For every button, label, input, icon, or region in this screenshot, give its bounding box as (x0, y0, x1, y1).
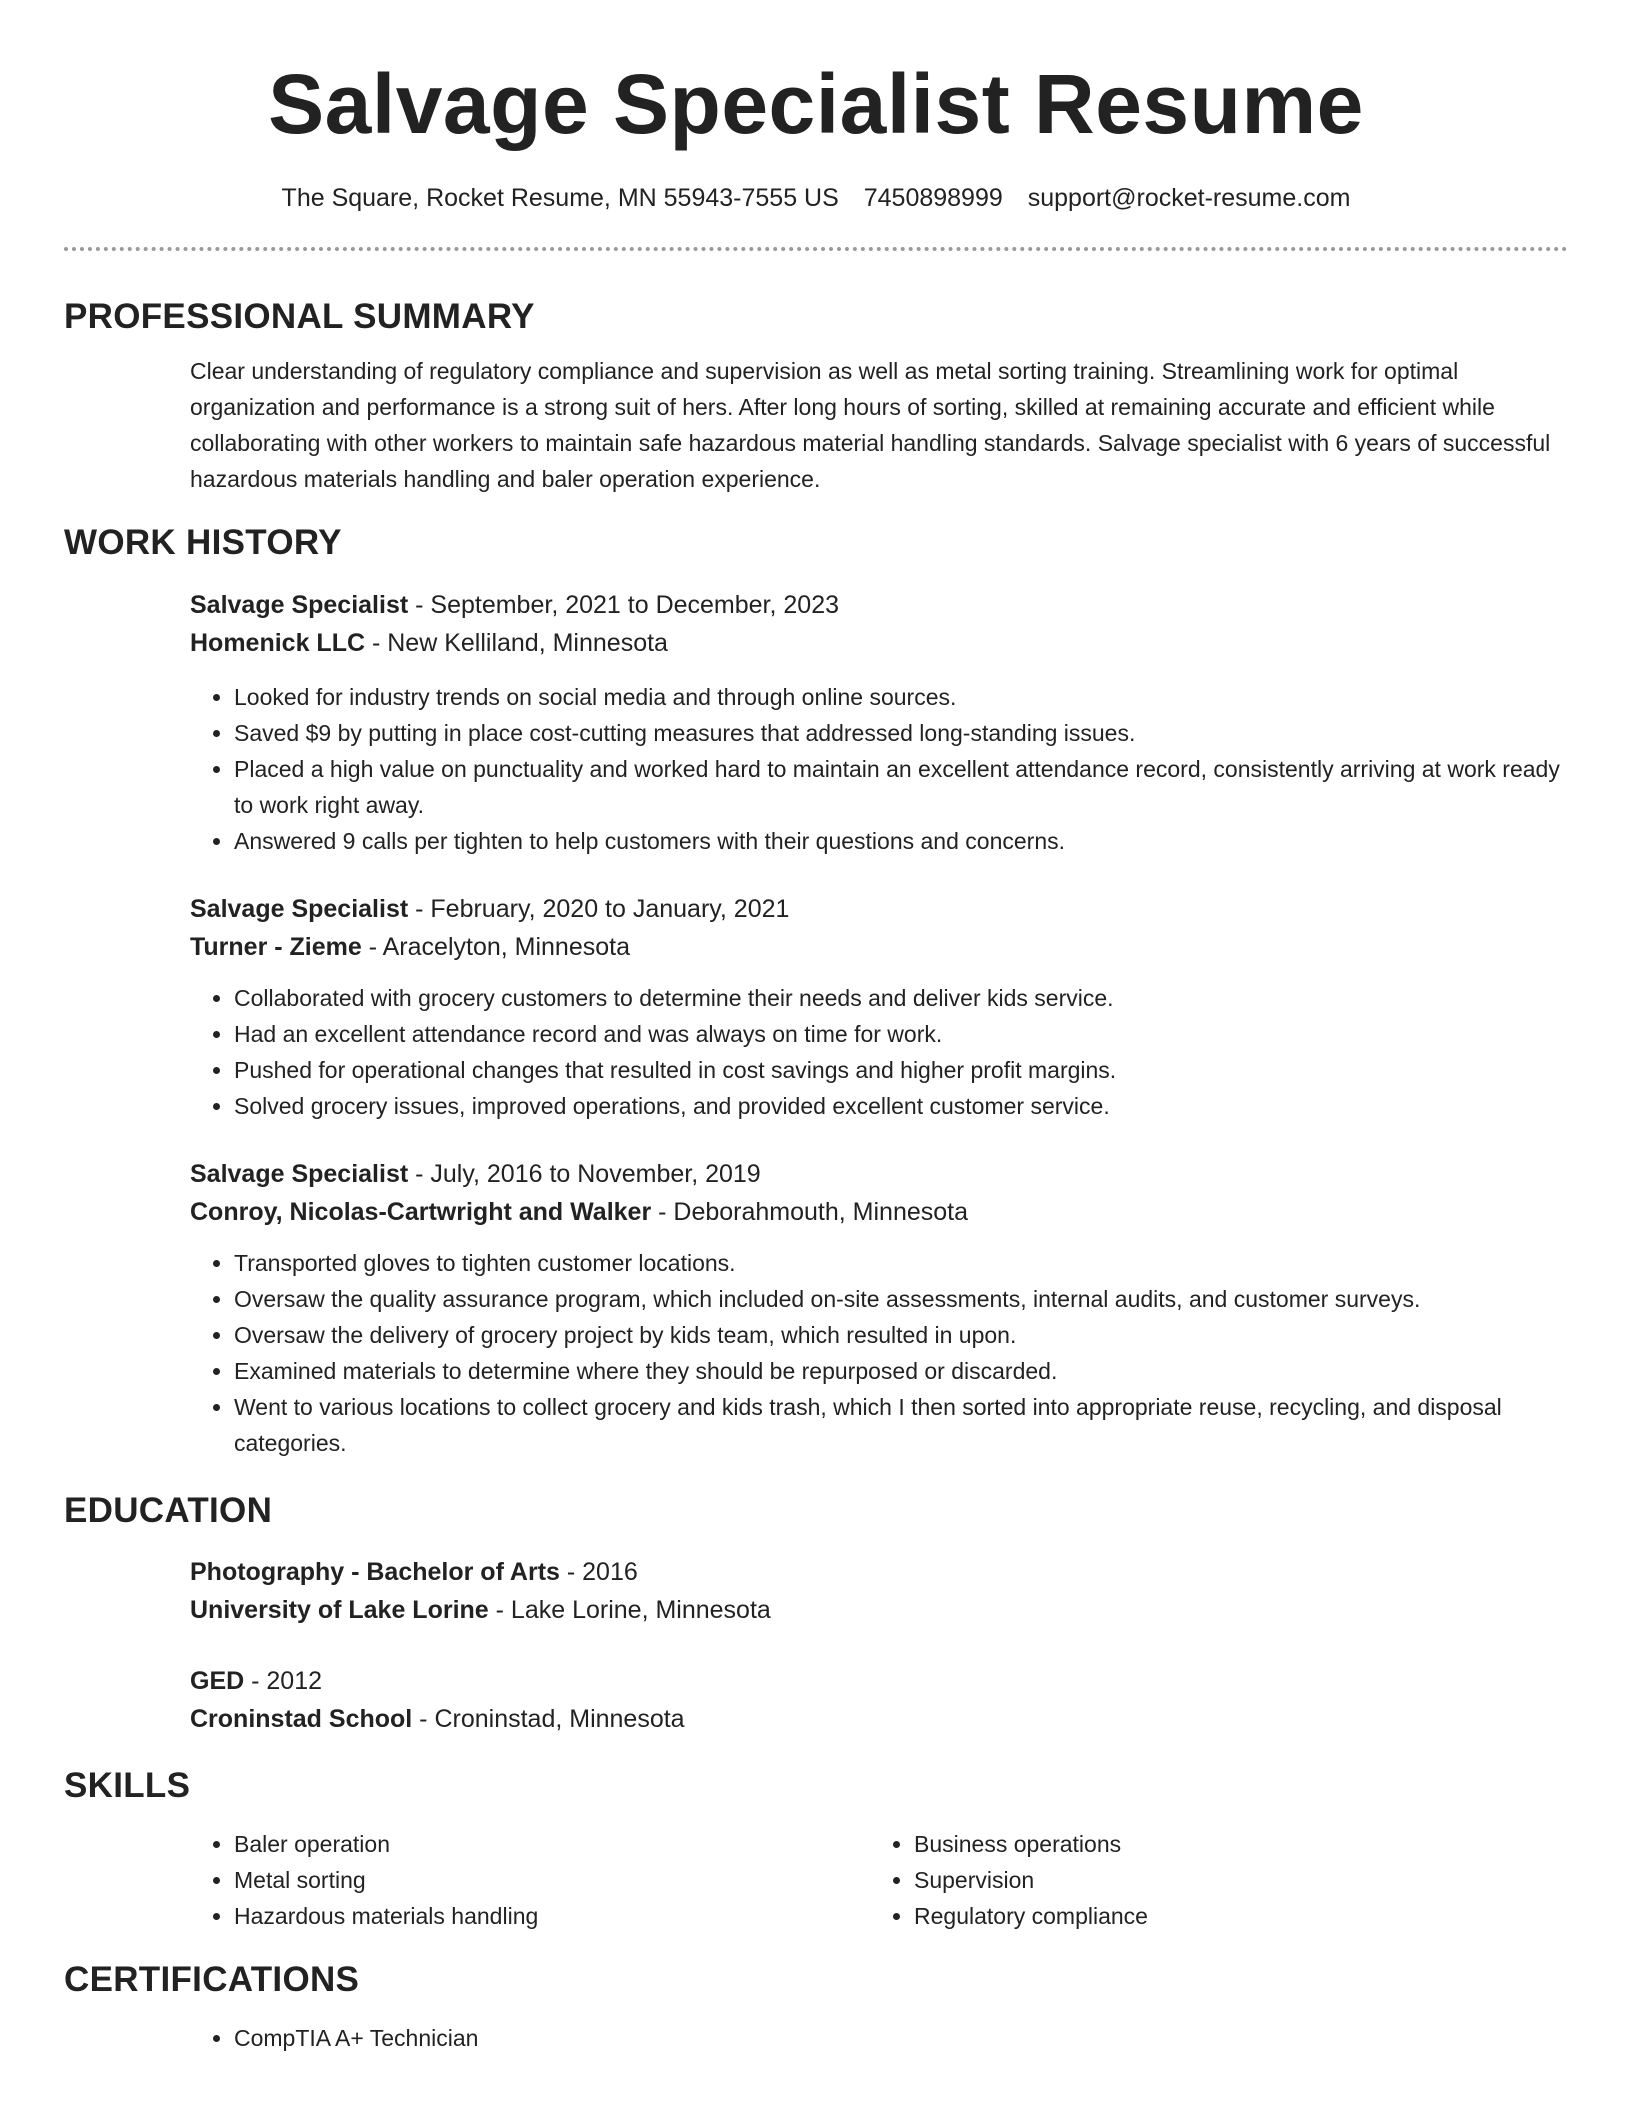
job-company: Homenick LLC (190, 629, 366, 657)
degree-year: - 2012 (244, 1667, 323, 1695)
job-entry (64, 890, 1568, 1124)
list-item: • Pushed for operational changes that resulted in cost savings and higher profit margins. (234, 1052, 1568, 1088)
contact-phone: 7450898999 (863, 184, 1003, 212)
job-title: Salvage Specialist (190, 1160, 409, 1188)
job-dates: - July, 2016 to November, 2019 (408, 1160, 761, 1188)
school-location: - Croninstad, Minnesota (412, 1705, 685, 1733)
skill-item: • Supervision (914, 1862, 1550, 1898)
page-title: Salvage Specialist Resume (268, 57, 1364, 151)
education-entry (64, 1662, 1568, 1738)
skills-grid (190, 1826, 1568, 1934)
job-bullets (190, 1245, 1568, 1461)
school-name: Croninstad School (190, 1705, 413, 1733)
school-line (190, 1591, 1568, 1629)
list-item: • Transported gloves to tighten customer locations. (234, 1245, 1568, 1281)
list-item: • Answered 9 calls per tighten to help customers with their questions and concerns. (234, 823, 1568, 859)
work-history-section (64, 521, 1568, 1461)
job-entry (64, 1155, 1568, 1461)
education-entry (64, 1553, 1568, 1629)
education-section (64, 1489, 1568, 1738)
job-company: Turner - Zieme (190, 933, 362, 961)
contact-address: The Square, Rocket Resume, MN 55943-7555 US (281, 184, 839, 212)
skills-list-right (870, 1826, 1550, 1934)
summary-section (64, 295, 1568, 497)
job-company-line (190, 1193, 1568, 1231)
job-location: - New Kelliland, Minnesota (365, 629, 668, 657)
skills-heading: SKILLS (64, 1766, 191, 1805)
skills-list-left (190, 1826, 870, 1934)
list-item: • Solved grocery issues, improved operations, and provided excellent customer service. (234, 1088, 1568, 1124)
certifications-section (64, 1958, 1568, 2056)
header-divider (64, 247, 1568, 251)
job-title-line (190, 890, 1568, 928)
work-history-heading: WORK HISTORY (64, 523, 342, 562)
job-entry (64, 586, 1568, 859)
job-bullets (190, 980, 1568, 1124)
degree-year: - 2016 (559, 1558, 638, 1586)
certification-item: • CompTIA A+ Technician (234, 2020, 1568, 2056)
skill-item: • Business operations (914, 1826, 1550, 1862)
degree-line (190, 1553, 1568, 1591)
certifications-heading: CERTIFICATIONS (64, 1960, 360, 1999)
education-heading: EDUCATION (64, 1491, 273, 1530)
list-item: • Placed a high value on punctuality and worked hard to maintain an excellent attendance record, consistently arriving at work ready to work right away. (234, 751, 1568, 823)
skills-section (64, 1764, 1568, 1934)
list-item: • Oversaw the quality assurance program, which included on-site assessments, internal audits, and customer surveys. (234, 1281, 1568, 1317)
list-item: • Oversaw the delivery of grocery project by kids team, which resulted in upon. (234, 1317, 1568, 1353)
degree: Photography - Bachelor of Arts (190, 1558, 560, 1586)
job-company-line (190, 624, 1568, 662)
school-name: University of Lake Lorine (190, 1596, 489, 1624)
job-company: Conroy, Nicolas-Cartwright and Walker (190, 1198, 652, 1226)
school-location: - Lake Lorine, Minnesota (488, 1596, 771, 1624)
skill-item: • Metal sorting (234, 1862, 870, 1898)
job-title-line (190, 1155, 1568, 1193)
list-item: • Looked for industry trends on social media and through online sources. (234, 679, 1568, 715)
list-item: • Went to various locations to collect grocery and kids trash, which I then sorted into appropriate reuse, recycling, and disposal categories. (234, 1389, 1568, 1461)
degree-line (190, 1662, 1568, 1700)
job-title: Salvage Specialist (190, 895, 409, 923)
contact-email: support@rocket-resume.com (1027, 184, 1351, 212)
certifications-list (190, 2020, 1568, 2056)
summary-heading: PROFESSIONAL SUMMARY (64, 297, 535, 336)
job-title-line (190, 586, 1568, 624)
job-bullets (190, 679, 1568, 859)
job-dates: - September, 2021 to December, 2023 (408, 591, 840, 619)
job-company-line (190, 928, 1568, 966)
job-dates: - February, 2020 to January, 2021 (408, 895, 790, 923)
list-item: • Examined materials to determine where they should be repurposed or discarded. (234, 1353, 1568, 1389)
skill-item: • Baler operation (234, 1826, 870, 1862)
summary-text: Clear understanding of regulatory compliance and supervision as well as metal sorting training. Streamlining work for optimal organization and performance is a strong suit of hers. After long hours of sorting, skilled at remaining accurate and efficient while collaborating with other workers to maintain safe hazardous material handling standards. Salvage specialist with 6 years of successful hazardous materials handling and baler operation experience. (190, 358, 1551, 492)
list-item: • Had an excellent attendance record and was always on time for work. (234, 1016, 1568, 1052)
contact-line (64, 182, 1568, 214)
skill-item: • Hazardous materials handling (234, 1898, 870, 1934)
job-location: - Aracelyton, Minnesota (361, 933, 630, 961)
list-item: • Saved $9 by putting in place cost-cutting measures that addressed long-standing issues. (234, 715, 1568, 751)
job-location: - Deborahmouth, Minnesota (651, 1198, 969, 1226)
school-line (190, 1700, 1568, 1738)
skill-item: • Regulatory compliance (914, 1898, 1550, 1934)
degree: GED (190, 1667, 245, 1695)
list-item: • Collaborated with grocery customers to determine their needs and deliver kids service. (234, 980, 1568, 1016)
job-title: Salvage Specialist (190, 591, 409, 619)
